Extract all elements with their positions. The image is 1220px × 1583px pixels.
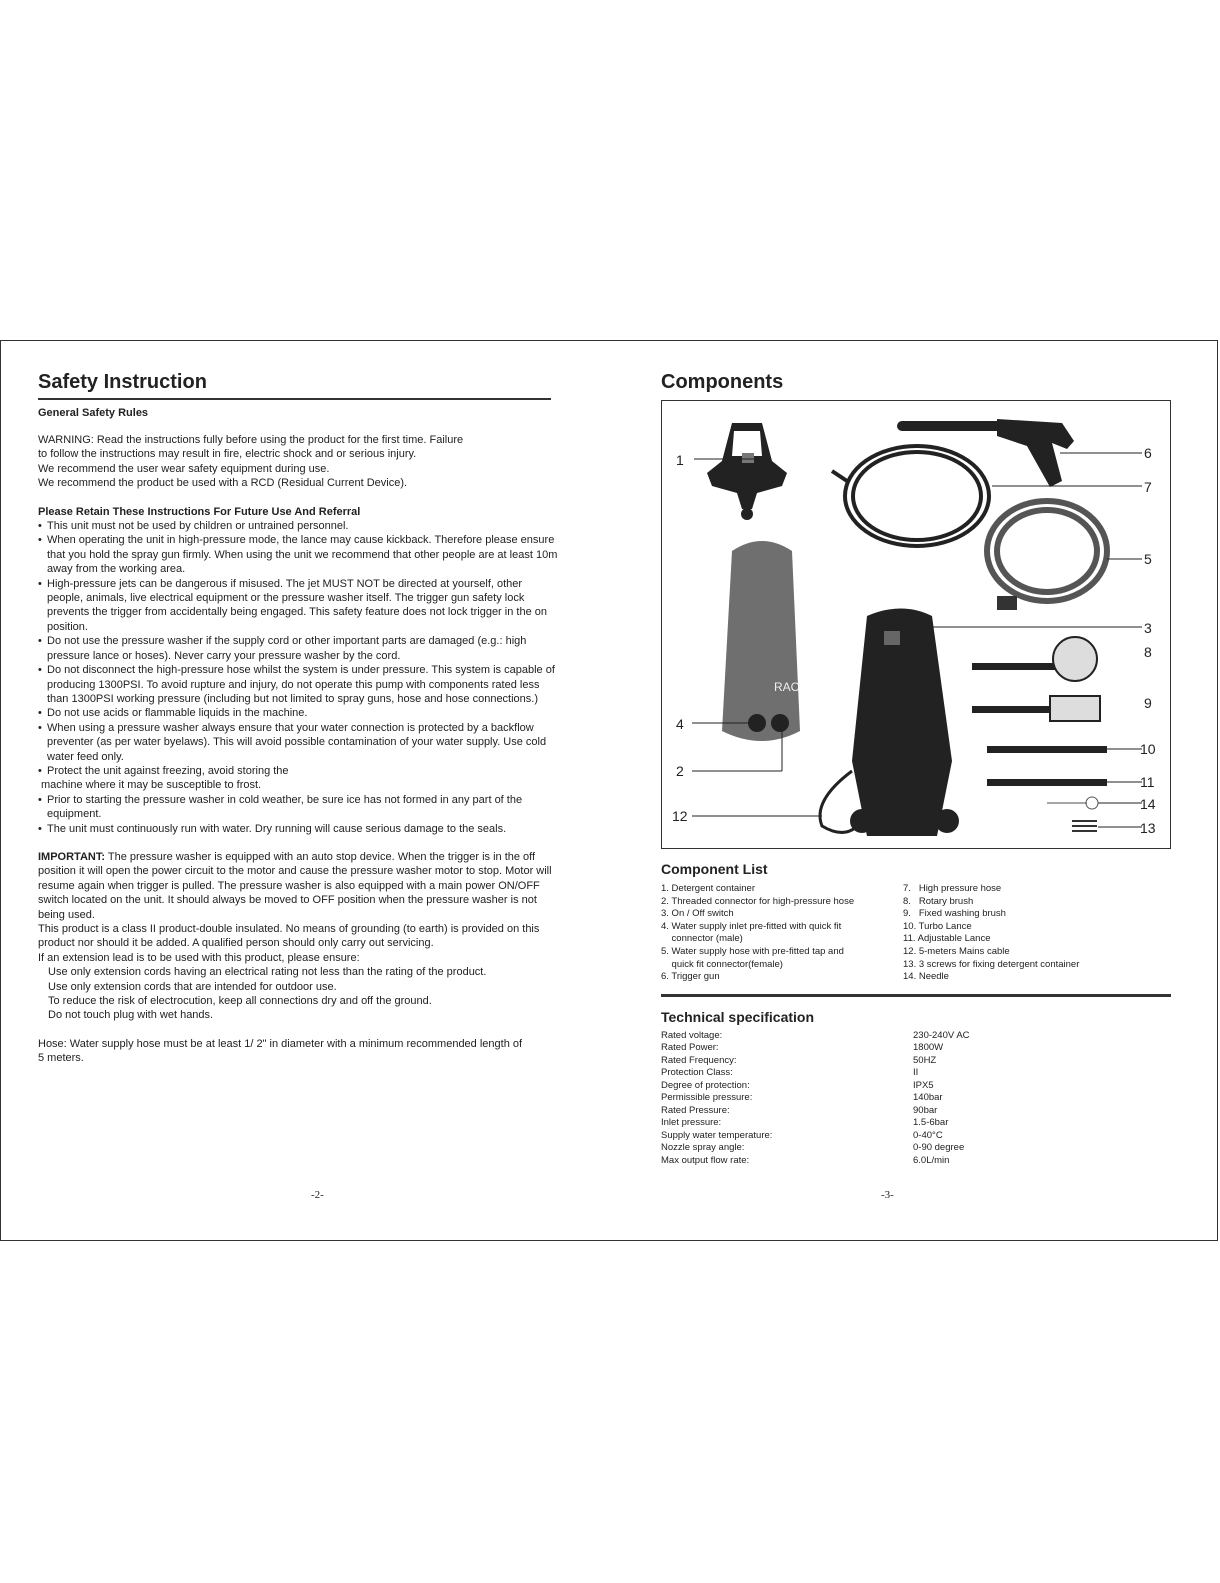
frost-line: machine where it may be susceptible to frost. (41, 779, 262, 792)
spec-label: Degree of protection: (661, 1079, 750, 1091)
rotary-brush-icon (972, 637, 1097, 681)
callout-number: 14 (1140, 796, 1156, 812)
hose-text: Hose: Water supply hose must be at least 1/ 2" in diameter with a minimum recommended length of 5 meters. (38, 1037, 523, 1065)
hose-connector-icon (997, 596, 1017, 610)
component-list-left (661, 883, 903, 984)
list-item: 5. Water supply hose with pre-fitted tap and (661, 945, 844, 957)
list-item: 9. Fixed washing brush (903, 908, 1006, 920)
extension-line: To reduce the risk of electrocution, keep all connections dry and off the ground. (48, 995, 432, 1008)
component-list-title: Component List (661, 861, 768, 877)
bullet-item: • Protect the unit against freezing, avoid storing the (38, 764, 558, 778)
callout-number: 1 (676, 452, 684, 468)
callout-number: 4 (676, 716, 684, 732)
list-item: 12. 5-meters Mains cable (903, 945, 1010, 957)
callout-number: 3 (1144, 620, 1152, 636)
callout-number: 8 (1144, 644, 1152, 660)
section-rule (661, 994, 1171, 997)
callout-number: 2 (676, 763, 684, 779)
list-item: connector (male) (661, 933, 743, 945)
list-item: 4. Water supply inlet pre-fitted with quick fit (661, 920, 842, 932)
callout-number: 12 (672, 808, 688, 824)
page-number-right: -3- (881, 1189, 894, 1201)
warning-line: to follow the instructions may result in fire, electric shock and or serious injury. (38, 448, 417, 461)
spec-values (913, 1030, 1113, 1168)
spec-value: 0-90 degree (913, 1142, 965, 1154)
spec-label: Rated voltage: (661, 1029, 723, 1041)
detergent-container-icon (707, 423, 787, 520)
bullet-item: • Do not disconnect the high-pressure hose whilst the system is under pressure. This system is capable of producing 1300PSI. To avoid rupture and injury, do not operate this pump with components rated less than 1300PSI working pressure (including but not limited to spray guns, hose and hose connections.) (38, 663, 558, 706)
list-item: 2. Threaded connector for high-pressure hose (661, 895, 855, 907)
retain-heading: Please Retain These Instructions For Future Use And Referral (38, 505, 361, 518)
components-diagram (661, 400, 1171, 849)
bullet-item: • This unit must not be used by children or untrained personnel. (38, 519, 558, 533)
warning-block (38, 433, 558, 491)
list-item: 10. Turbo Lance (903, 920, 972, 932)
hose-block (38, 1037, 558, 1066)
important-label: IMPORTANT: (38, 850, 106, 863)
list-item: 1. Detergent container (661, 883, 756, 894)
list-item: 8. Rotary brush (903, 895, 974, 907)
needle-icon (1047, 797, 1098, 809)
spec-label: Rated Power: (661, 1042, 719, 1054)
safety-bullets-cont (38, 793, 558, 836)
tech-spec-title: Technical specification (661, 1008, 815, 1025)
safety-bullets (38, 519, 558, 778)
warning-line: We recommend the user wear safety equipment during use. (38, 462, 330, 475)
bullet-item: • High-pressure jets can be dangerous if misused. The jet MUST NOT be directed at yourself, other people, animals, live electrical equipment or the pressure washer itself. The trigger gun safety lock prevents the trigger from accidentally being engaged. This safety feature does not lock trigger in the on position. (38, 577, 558, 635)
warning-line: WARNING: Read the instructions fully before using the product for the first time. Failure (38, 434, 464, 446)
screws-icon (1072, 821, 1097, 831)
components-illustration (662, 401, 1170, 848)
rac-logo: RAC (774, 680, 800, 694)
pressure-washer-back-icon (850, 609, 959, 837)
water-supply-hose-icon (987, 501, 1107, 601)
page-number-left: -2- (311, 1189, 324, 1201)
spec-value: 90bar (913, 1104, 938, 1116)
spec-value: 140bar (913, 1092, 943, 1104)
spec-value: II (913, 1067, 919, 1079)
manual-spread (0, 340, 1218, 1241)
list-item: 11. Adjustable Lance (903, 933, 991, 945)
high-pressure-hose-icon (832, 446, 989, 546)
bullet-item: • Do not use acids or flammable liquids in the machine. (38, 706, 558, 720)
bullet-item: • The unit must continuously run with water. Dry running will cause serious damage to the seals. (38, 822, 558, 836)
callout-number: 9 (1144, 695, 1152, 711)
spec-label: Protection Class: (661, 1067, 733, 1079)
pressure-washer-front-icon (722, 541, 800, 741)
callout-number: 13 (1140, 820, 1156, 836)
right-page (661, 371, 1181, 1167)
callout-number: 6 (1144, 445, 1152, 461)
extension-intro: If an extension lead is to be used with this product, please ensure: (38, 951, 360, 964)
list-item: 13. 3 screws for fixing detergent container (903, 958, 1080, 970)
spec-value: IPX5 (913, 1079, 934, 1091)
component-list (661, 883, 1181, 984)
fixed-brush-icon (972, 696, 1100, 721)
list-item: 6. Trigger gun (661, 971, 720, 983)
important-text: The pressure washer is equipped with an auto stop device. When the trigger is in the off position it will open the power circuit to the motor and cause the pressure washer motor to stop. Motor will resume again when trigger is pulled. The pressure washer is also equipped with a main power ON/OFF switch located on the unit. It should always be moved to OFF position when the pressure washer is not being used. (38, 850, 552, 921)
title-rule (38, 398, 551, 400)
spec-label: Rated Frequency: (661, 1054, 737, 1066)
spec-value: 50HZ (913, 1054, 937, 1066)
list-item: 14. Needle (903, 971, 949, 983)
callout-number: 5 (1144, 551, 1152, 567)
callout-number: 7 (1144, 479, 1152, 495)
callout-number: 11 (1140, 774, 1155, 790)
adjustable-lance-icon (987, 779, 1107, 786)
extension-line: Do not touch plug with wet hands. (48, 1009, 214, 1022)
list-item: quick fit connector(female) (661, 958, 783, 970)
spec-label: Inlet pressure: (661, 1117, 722, 1129)
left-page (38, 371, 558, 1066)
spec-value: 0-40°C (913, 1129, 943, 1141)
spec-value: 6.0L/min (913, 1154, 950, 1166)
spec-value: 230-240V AC (913, 1029, 970, 1041)
bullet-item: • When operating the unit in high-pressure mode, the lance may cause kickback. Therefore please ensure that you hold the spray gun firmly. When using the unit we recommend that other people are at least 10m away from the working area. (38, 533, 558, 576)
spec-labels (661, 1030, 913, 1168)
spec-label: Permissible pressure: (661, 1092, 753, 1104)
important-block (38, 850, 558, 1023)
page-title: Safety Instruction (38, 371, 207, 393)
spec-label: Max output flow rate: (661, 1154, 750, 1166)
list-item: 3. On / Off switch (661, 908, 734, 920)
important-paragraph (38, 850, 558, 922)
spec-label: Supply water temperature: (661, 1129, 773, 1141)
warning-line: We recommend the product be used with a RCD (Residual Current Device). (38, 477, 408, 490)
component-list-right (903, 883, 1163, 984)
spec-value: 1800W (913, 1042, 944, 1054)
extension-line: Use only extension cords having an electrical rating not less than the rating of the product. (48, 966, 487, 979)
components-title: Components (661, 371, 784, 393)
retain-block (38, 505, 558, 836)
spec-label: Rated Pressure: (661, 1104, 730, 1116)
turbo-lance-icon (987, 746, 1107, 753)
bullet-item: • Do not use the pressure washer if the supply cord or other important parts are damaged (e.g.: high pressure lance or hoses). Never carry your pressure washer by the cord. (38, 634, 558, 663)
spec-label: Nozzle spray angle: (661, 1142, 745, 1154)
spec-value: 1.5-6bar (913, 1117, 949, 1129)
tech-spec-table (661, 1030, 1181, 1168)
bullet-item: • When using a pressure washer always ensure that your water connection is protected by a backflow preventer (as per water byelaws). This will avoid possible contamination of your water supply. Use cold water feed only. (38, 721, 558, 764)
extension-line: Use only extension cords that are intended for outdoor use. (48, 980, 337, 993)
callout-number: 10 (1140, 741, 1156, 757)
section-subtitle: General Safety Rules (38, 407, 149, 419)
class-text: This product is a class II product-double insulated. No means of grounding (to earth) is provided on this product nor should it be added. A qualified person should only carry out servicing. (38, 923, 540, 950)
bullet-item: • Prior to starting the pressure washer in cold weather, be sure ice has not formed in any part of the equipment. (38, 793, 558, 822)
list-item: 7. High pressure hose (903, 883, 1002, 894)
